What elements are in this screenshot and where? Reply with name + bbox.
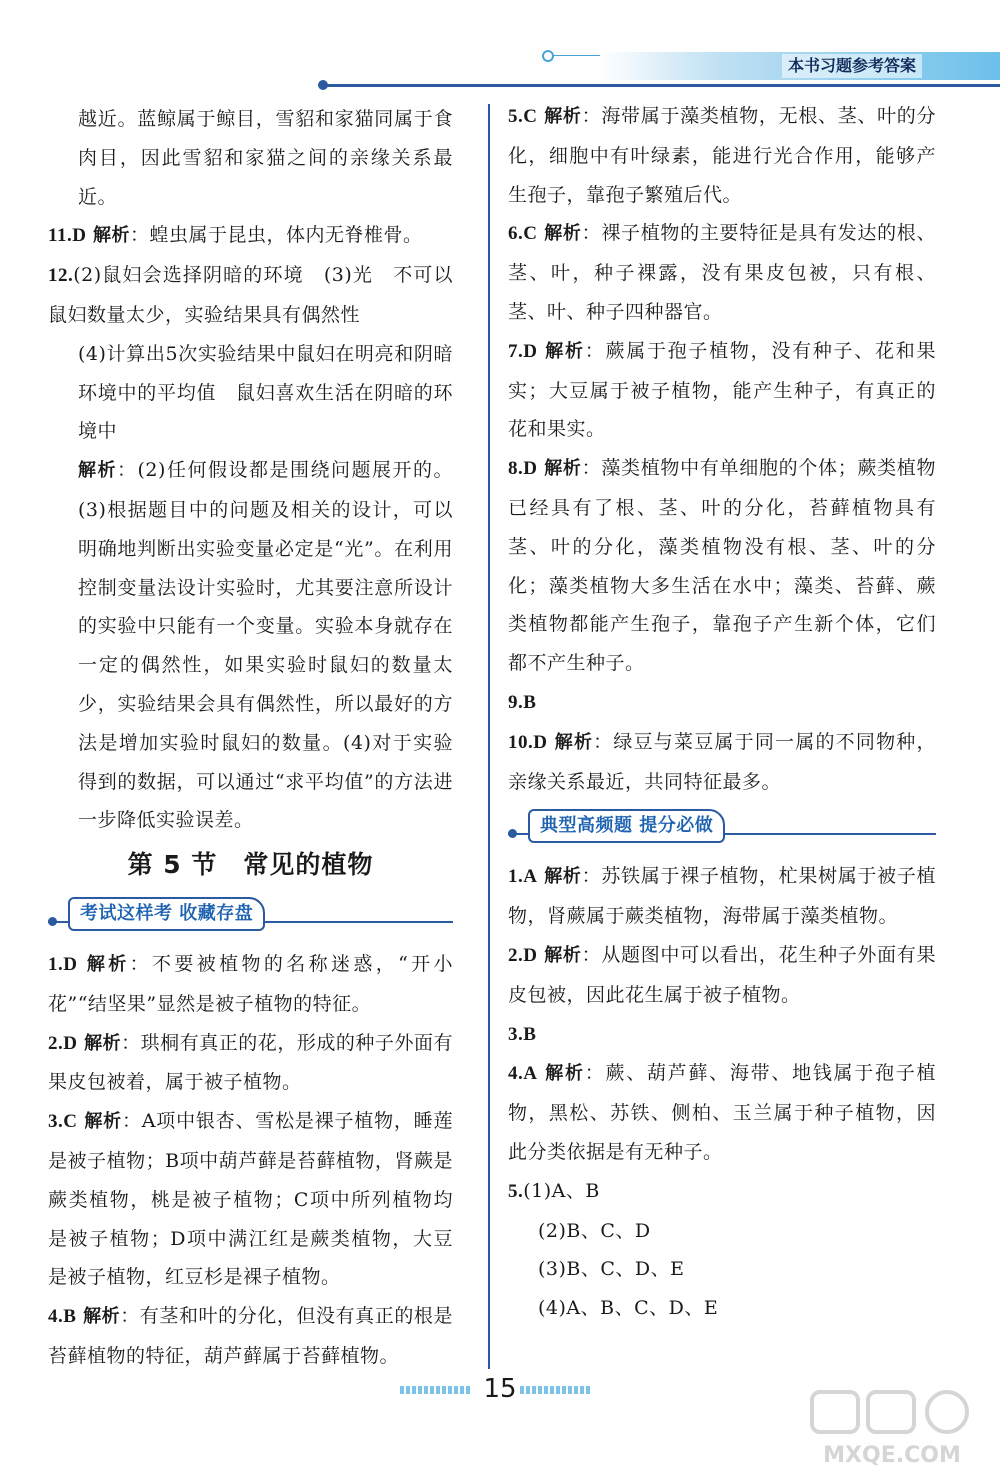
answer-5 <box>508 97 936 214</box>
header-rule <box>320 84 1000 87</box>
answer-1 <box>48 945 453 1024</box>
answer-4 <box>48 1297 453 1376</box>
answer-text: 越近。蓝鲸属于鲸目，雪貂和家猫同属于食肉目，因此雪貂和家猫之间的亲缘关系最近。 <box>78 108 453 208</box>
frequent-answer-5-part4 <box>508 1289 936 1328</box>
answer-8 <box>508 449 936 683</box>
answer-number: 4.B <box>48 1306 77 1328</box>
answer-text: ：藻类植物中有单细胞的个体；蕨类植物已经具有了根、茎、叶的分化，苔藓植物具有茎、叶的分化，藻类植物没有根、茎、叶的分化；藻类植物大多生活在水中；藻类、苔藓、蕨类植物都能产生孢子，靠孢子产生新个体，它们都不产生种子。 <box>508 457 937 675</box>
watermark-box <box>812 1392 858 1432</box>
answer-number: 3.C <box>48 1111 78 1133</box>
answer-number: 1.D <box>48 953 78 975</box>
answer-text: (4)A、B、C、D、E <box>538 1297 719 1320</box>
answer-text: ：(2)任何假设都是围绕问题展开的。(3)根据题目中的问题及相关的设计，可以明确地判断出实验变量必定是“光”。在利用控制变量法设计实验时，尤其要注意所设计的实验中只能有一个变量。实验本身就存在一定的偶然性，如果实验时鼠妇的数量太少，实验结果会具有偶然性，所以最好的方法是增加实验时鼠妇的数量。(4)对于实验得到的数据，可以通过“求平均值”的方法进一步降低实验误差。 <box>78 459 453 832</box>
analysis-tag: 解析 <box>544 223 582 245</box>
answer-12-part4 <box>48 335 453 451</box>
answer-text: ：苏铁属于裸子植物，杧果树属于被子植物，肾蕨属于蕨类植物，海带属于藻类植物。 <box>508 865 937 928</box>
answer-7 <box>508 332 936 449</box>
answer-text: ：珙桐有真正的花，形成的种子外面有果皮包被着，属于被子植物。 <box>48 1031 454 1094</box>
analysis-tag: 解析 <box>83 1306 121 1328</box>
analysis-tag: 解析 <box>554 731 594 753</box>
answer-text: (1)A、B <box>523 1179 600 1202</box>
answer-text: ：蕨、葫芦藓、海带、地钱属于孢子植物，黑松、苏铁、侧柏、玉兰属于种子植物，因此分类依据是有无种子。 <box>508 1062 936 1163</box>
answer-9 <box>508 683 936 723</box>
analysis-tag: 解析 <box>545 340 585 362</box>
banner-label: 典型高频题 提分必做 <box>528 809 725 843</box>
watermark-text: MXQE.COM <box>823 1443 961 1468</box>
frequent-answer-5-part3 <box>508 1250 936 1289</box>
answer-number: 5.C <box>508 106 538 127</box>
answer-continued <box>48 100 453 216</box>
frequent-answer-3 <box>508 1015 936 1055</box>
answer-text: (2)B、C、D <box>538 1219 651 1242</box>
answer-text: (2)鼠妇会选择阴暗的环境 (3)光 不可以 鼠妇数量太少，实验结果具有偶然性 <box>48 264 473 326</box>
answer-2 <box>48 1024 453 1103</box>
answer-number: 6.C <box>508 223 538 245</box>
answer-text: (4)计算出5次实验结果中鼠妇在明亮和阴暗环境中的平均值 鼠妇喜欢生活在阴暗的环境中 <box>78 342 453 443</box>
header-ornament-circle <box>542 50 554 62</box>
banner-dot <box>508 829 517 838</box>
frequent-answer-2 <box>508 936 936 1015</box>
answer-6 <box>508 214 936 331</box>
frequent-answer-1 <box>508 857 936 936</box>
frequent-answer-5 <box>508 1172 936 1212</box>
frequent-answer-4 <box>508 1054 936 1171</box>
section-title: 第 5 节 常见的植物 <box>127 850 374 880</box>
answer-11 <box>48 216 453 256</box>
answer-text: ：蝗虫属于昆虫，体内无脊椎骨。 <box>129 224 423 247</box>
answer-number: 5. <box>508 1180 524 1202</box>
answer-number: 2.D <box>48 1032 78 1054</box>
analysis-tag: 解析 <box>544 458 582 480</box>
answer-10 <box>508 723 936 802</box>
answer-12 <box>48 256 473 335</box>
watermark-circle <box>927 1392 967 1432</box>
page-number: 15 <box>483 1374 517 1404</box>
answer-number: 11.D <box>48 225 87 247</box>
right-column <box>508 97 936 1328</box>
footer-ornament-left <box>400 1386 472 1394</box>
answer-text: ：绿豆与菜豆属于同一属的不同物种，亲缘关系最近，共同特征最多。 <box>508 730 936 793</box>
column-divider <box>488 104 490 1369</box>
analysis-tag: 解析 <box>544 866 582 888</box>
answer-number: 3.B <box>508 1023 537 1045</box>
analysis-tag: 解析 <box>86 953 130 975</box>
footer-ornament-right <box>520 1386 592 1394</box>
analysis-tag: 解析 <box>78 460 118 482</box>
answer-text: ：有茎和叶的分化，但没有真正的根是苔藓植物的特征，葫芦藓属于苔藓植物。 <box>48 1305 453 1367</box>
frequent-answer-5-part2 <box>508 1212 936 1251</box>
banner-dot <box>48 917 57 926</box>
banner-label: 考试这样考 收藏存盘 <box>68 897 265 931</box>
analysis-tag: 解析 <box>544 106 582 127</box>
answer-number: 2.D <box>508 944 538 966</box>
analysis-tag: 解析 <box>544 944 582 966</box>
analysis-tag: 解析 <box>92 225 130 247</box>
answer-3 <box>48 1102 453 1297</box>
answer-text: ：蕨属于孢子植物，没有种子、花和果实；大豆属于被子植物，能产生种子，有真正的花和果实。 <box>508 339 936 441</box>
answer-text: ：不要被植物的名称迷惑，“开小花”“结坚果”显然是被子植物的特征。 <box>48 952 454 1015</box>
answer-text: (3)B、C、D、E <box>538 1258 685 1281</box>
answer-number: 1.A <box>508 866 538 888</box>
answer-text: ：A项中银杏、雪松是裸子植物，睡莲是被子植物；B项中葫芦藓是苔藓植物，肾蕨是蕨类植物，桃是被子植物；C项中所列植物均是被子植物；D项中满江红是蕨类植物，大豆是被子植物，红豆杉是裸子植物。 <box>48 1110 453 1289</box>
analysis-tag: 解析 <box>545 1063 585 1085</box>
answer-text: ：裸子植物的主要特征是具有发达的根、茎、叶，种子裸露，没有果皮包被，只有根、茎、叶、种子四种器官。 <box>508 222 937 323</box>
analysis-tag: 解析 <box>84 1032 122 1054</box>
answer-number: 12. <box>48 265 74 287</box>
answer-number: 8.D <box>508 458 538 480</box>
analysis-tag: 解析 <box>84 1111 122 1133</box>
answer-12-analysis <box>48 451 453 840</box>
answer-number: 7.D <box>508 340 538 362</box>
banner-frequent <box>508 809 936 845</box>
left-column <box>48 100 473 1376</box>
banner-exam <box>48 897 453 933</box>
watermark-logo <box>792 1388 992 1468</box>
answer-number: 10.D <box>508 731 548 753</box>
header-title: 本书习题参考答案 <box>782 54 922 78</box>
answer-text: ：海带属于藻类植物，无根、茎、叶的分化，细胞中有叶绿素，能进行光合作用，能够产生孢子，靠孢子繁殖后代。 <box>508 105 937 206</box>
answer-text: ：从题图中可以看出，花生种子外面有果皮包被，因此花生属于被子植物。 <box>508 943 937 1006</box>
answer-number: 9.B <box>508 691 537 713</box>
watermark-box <box>868 1392 914 1432</box>
answer-number: 4.A <box>508 1063 538 1085</box>
